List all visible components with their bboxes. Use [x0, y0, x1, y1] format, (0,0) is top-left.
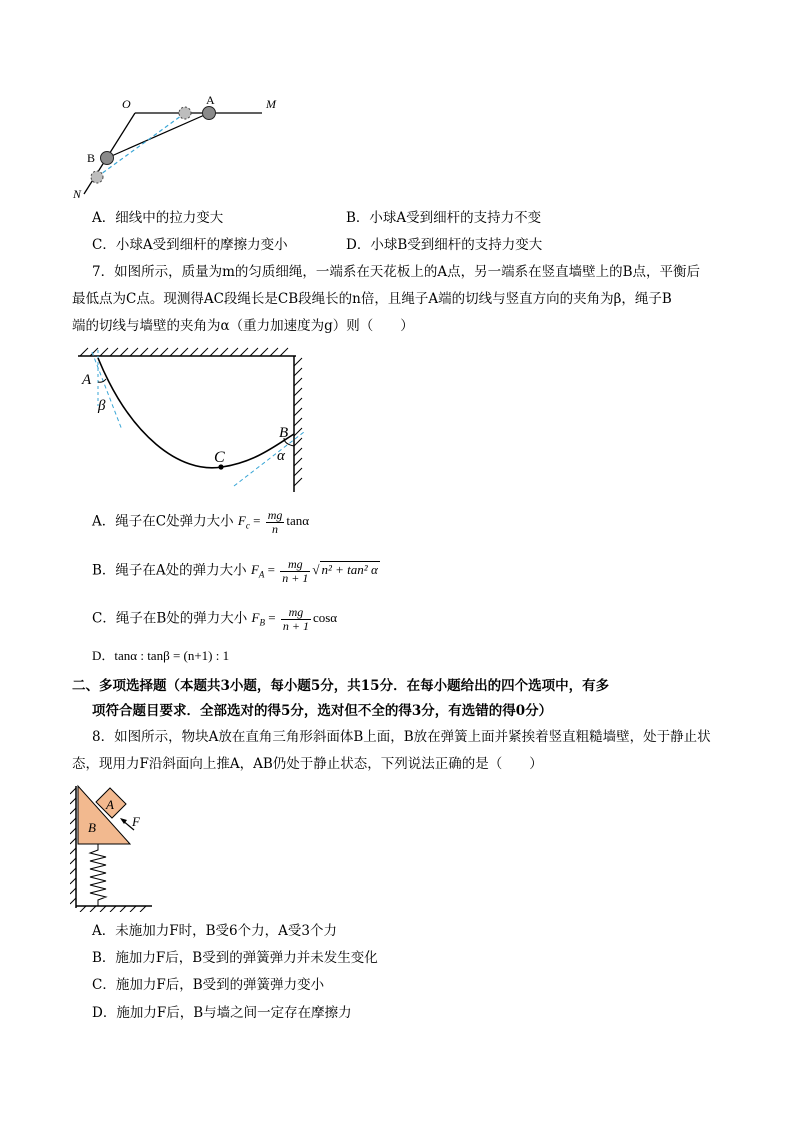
wall-hatch — [70, 788, 76, 904]
label-a: A — [206, 93, 215, 107]
ball-a-dashed — [179, 107, 191, 119]
section2-heading-line2: 项符合题目要求．全部选对的得5分，选对但不全的得3分，有选错的得0分） — [92, 703, 553, 719]
label-n: N — [73, 187, 82, 201]
wall-hatch — [294, 358, 302, 486]
label-b: B — [279, 425, 289, 441]
q7-option-d: D．tanα : tanβ = (n+1) : 1 — [92, 648, 230, 663]
tangent-a — [92, 352, 122, 430]
q7-stem-line2: 最低点为C点。现测得AC段绳长是CB段绳长的n倍，且绳子A端的切线与竖直方向的夹角为β，绳子B — [72, 291, 672, 307]
label-c: C — [214, 449, 225, 466]
q7-stem-line3: 端的切线与墙壁的夹角为α（重力加速度为g）则（ ） — [72, 318, 414, 334]
q7-stem-line1: 7．如图所示，质量为m的匀质细绳，一端系在天花板上的A点，另一端系在竖直墙壁上的B点，平衡后 — [92, 264, 701, 280]
rope-curve — [98, 358, 294, 468]
ball-b — [101, 152, 114, 165]
label-beta: β — [98, 398, 106, 414]
figure-q7-rope — [70, 346, 310, 496]
ball-b-dashed — [91, 171, 103, 183]
q7-option-b — [92, 558, 380, 585]
q6-option-d: D．小球B受到细杆的支持力变大 — [346, 237, 543, 253]
ceiling-hatch — [80, 348, 288, 356]
q8-option-c: C．施加力F后，B受到的弹簧弹力变小 — [92, 977, 325, 993]
label-b: B — [87, 151, 96, 165]
q8-option-d: D．施加力F后，B与墙之间一定存在摩擦力 — [92, 1005, 352, 1021]
spring — [90, 844, 106, 906]
ball-a — [203, 107, 216, 120]
label-b: B — [88, 820, 96, 835]
label-alpha: α — [277, 448, 285, 464]
label-a: A — [82, 372, 92, 388]
label-m: M — [266, 97, 276, 111]
label-o: O — [122, 97, 131, 111]
string-ab-dashed — [97, 113, 185, 177]
figure-q6-rod-diagram — [70, 92, 290, 204]
q8-stem-line1: 8．如图所示，物块A放在直角三角形斜面体B上面，B放在弹簧上面并紧挨着竖直粗糙墙壁，处于静止状 — [92, 729, 711, 745]
q6-option-b: B．小球A受到细杆的支持力不变 — [346, 210, 542, 226]
angle-beta-arc — [98, 379, 106, 382]
section2-heading-line1: 二、多项选择题（本题共3小题，每小题5分，共15分．在每小题给出的四个选项中，有多 — [72, 678, 610, 694]
q6-option-c: C．小球A受到细杆的摩擦力变小 — [92, 237, 288, 253]
q7-option-a-formula: $F_c$ = $\frac{mg}{n}$ tanα — [237, 508, 310, 536]
string-ab — [107, 113, 209, 158]
q7-option-a-text: A．绳子在C处弹力大小 — [92, 513, 234, 530]
q7-option-c-text: C．绳子在B处的弹力大小 — [92, 610, 248, 627]
figure-q8-wedge-spring — [70, 782, 160, 912]
label-a: A — [106, 797, 114, 812]
q8-option-a: A．未施加力F时，B受6个力，A受3个力 — [92, 923, 337, 939]
q7-option-c-formula: $F_B$ = $\frac{mg}{n + 1}$ cosα — [251, 605, 338, 633]
q7-option-b-formula: $F_A$ = $\frac{mg}{n + 1}$ √ n² + tan² α — [250, 557, 378, 585]
q7-option-a — [92, 509, 309, 536]
q6-option-a: A．细线中的拉力变大 — [92, 210, 224, 226]
q7-option-b-text: B．绳子在A处的弹力大小 — [92, 562, 247, 579]
label-f: F — [132, 814, 140, 829]
floor-hatch — [80, 906, 146, 912]
q8-stem-line2: 态，现用力F沿斜面向上推A，AB仍处于静止状态，下列说法正确的是（ ） — [72, 756, 543, 772]
q8-option-b: B．施加力F后，B受到的弹簧弹力并未发生变化 — [92, 950, 378, 966]
q7-option-c — [92, 606, 337, 633]
